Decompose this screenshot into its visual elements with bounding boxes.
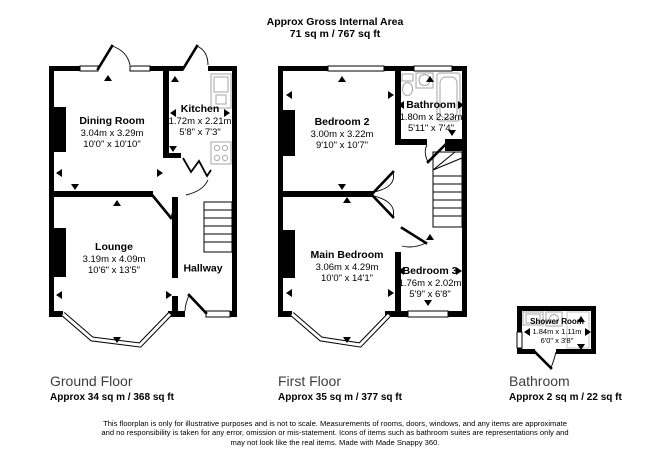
wall-segment [278,66,283,311]
disclaimer [35,419,635,447]
front-door-leaf [189,295,206,313]
dim-arrow [169,146,177,152]
dim-arrow [286,289,292,297]
room-dim-imperial: 5'11" x 7'4" [407,122,455,134]
sink-basin [214,77,228,92]
dim-arrow [338,184,346,190]
room-dim-metric: 1.72m x 2.21m [168,115,232,127]
room-name: Main Bedroom [310,248,384,261]
room-dim-metric: 1.76m x 2.02m [398,277,462,289]
chimney-breast [283,110,295,156]
door-leaf [428,145,445,162]
wall-segment [150,66,183,71]
wall-segment [591,306,596,354]
room-dim-metric: 3.19m x 4.09m [82,253,146,265]
floor-name: First Floor [278,373,341,389]
stair-winder [433,158,462,170]
window [414,66,452,71]
door-arc [551,352,556,368]
bifold-door [183,158,211,176]
gross-area-heading: Approx Gross Internal Area [266,16,404,28]
door-arc [185,295,189,311]
bedroom3-label [399,266,462,301]
wall-segment [172,296,178,311]
window [328,66,384,71]
dim-arrow [171,76,179,82]
door-arc [186,180,208,195]
room-name: Bathroom [406,98,456,111]
room-dim-metric: 3.06m x 4.29m [315,261,379,273]
dim-arrow [286,91,292,99]
dim-arrow [71,184,79,190]
wall-segment [517,306,522,332]
room-name: Kitchen [180,102,220,115]
disclaimer-line: may not look like the real items. Made with Made Snappy 360. [230,437,440,447]
dim-arrow [338,76,346,82]
lounge-label [83,242,146,277]
room-dim-imperial: 10'0" x 10'10" [83,138,141,150]
door-leaf [535,352,551,368]
chimney-breast [54,228,66,277]
room-name: Shower Room [530,316,584,326]
dim-arrow [104,75,112,81]
room-name: Bedroom 3 [402,264,458,277]
room-name: Hallway [183,262,223,275]
door-arc [197,46,208,65]
room-dim-imperial: 5'8" x 7'3" [179,126,221,138]
floor-area: Approx 34 sq m / 368 sq ft [50,392,174,403]
page-title [0,16,670,40]
wall-segment [556,349,596,354]
burner [222,155,227,160]
wall-segment [283,191,373,197]
wall-segment [54,191,153,197]
room-name: Dining Room [79,114,145,127]
bedroom2-label [311,117,374,152]
ground-floor-caption [50,373,174,403]
kitchen-label [169,104,232,139]
dim-arrow [56,169,62,177]
room-dim-imperial: 9'10" x 10'7" [315,139,369,151]
wall-segment [517,306,596,311]
bathroom-plan-caption [509,373,622,403]
room-name: Lounge [95,240,133,253]
wall-segment [517,349,535,354]
door-arc [425,145,428,162]
wall-segment [178,311,185,317]
room-dim-imperial: 6'0" x 3'8" [540,335,574,345]
dim-arrow [56,291,62,299]
window [130,66,150,71]
floor-area: Approx 35 sq m / 377 sq ft [278,392,402,403]
toilet-cistern [402,74,413,81]
dim-arrow [113,200,121,206]
disclaimer-line: This floorplan is only for illustrative purposes and is not to scale. Measurements of rooms, doors, windows, and any items are approximate [103,419,567,428]
ground-floor-plan [49,46,237,345]
wall-segment [49,66,54,311]
dim-arrow [166,291,172,299]
bathroom-label [400,100,463,135]
wall-segment [384,66,414,71]
bay-stub [49,311,63,317]
door-leaf [402,228,426,243]
door-leaf [153,196,171,218]
toilet-bowl [403,83,413,96]
stove [211,142,231,164]
burner [222,145,227,150]
dim-arrow [585,328,591,336]
dining-room-label [79,116,144,151]
door-leaf [373,172,393,193]
door-arc [112,46,130,65]
first-floor-caption [278,373,402,403]
chimney-breast [283,230,295,278]
gross-area-value: 71 sq m / 767 sq ft [289,28,381,40]
floor-name: Bathroom [509,373,570,389]
dim-arrow [524,328,530,336]
room-dim-metric: 3.04m x 3.29m [80,127,144,139]
room-dim-imperial: 10'6" x 13'5" [87,264,141,276]
disclaimer-line: and no responsibility is taken for any error, omission or mis-statement. Icons of items such as bathroom suites are representations only and [101,428,569,438]
main-bedroom-label [311,250,384,285]
wall-segment [401,311,408,317]
dim-arrow [343,197,351,203]
first-stairs [433,152,462,227]
door-arc [402,243,426,247]
first-doors [373,145,445,247]
burner [214,145,219,150]
wall-segment [163,153,181,158]
chimney-breast [54,107,66,152]
bay-stub [278,311,292,317]
dim-arrow [388,91,394,99]
door-leaf [98,46,112,69]
dim-arrow [157,169,163,177]
dim-arrow [388,289,394,297]
dim-arrow [426,234,434,240]
room-dim-metric: 1.84m x 1.11m [532,326,582,336]
wall-segment [462,66,467,317]
ground-stairs [204,202,232,252]
shower-room-label [530,317,584,346]
floor-name: Ground Floor [50,373,133,389]
dim-arrow [424,300,432,306]
room-name: Bedroom 2 [314,115,370,128]
window [517,332,522,348]
window [408,311,448,317]
window [80,66,98,71]
floor-area: Approx 2 sq m / 22 sq ft [509,392,622,403]
room-dim-imperial: 10'0" x 14'1" [320,272,374,284]
wall-segment [230,311,237,317]
door-leaf [183,46,197,69]
burner [214,155,219,160]
wall-segment [278,66,328,71]
room-dim-imperial: 5'9" x 6'8" [409,288,451,300]
wall-segment [448,311,467,317]
room-dim-metric: 1.80m x 2.23m [399,111,463,123]
window [206,311,230,317]
wall-segment [445,139,462,151]
wall-segment [401,139,427,145]
hallway-label [183,263,222,275]
wall-segment [232,66,237,317]
room-dim-metric: 3.00m x 3.22m [310,128,374,140]
shower-doors [535,352,556,368]
